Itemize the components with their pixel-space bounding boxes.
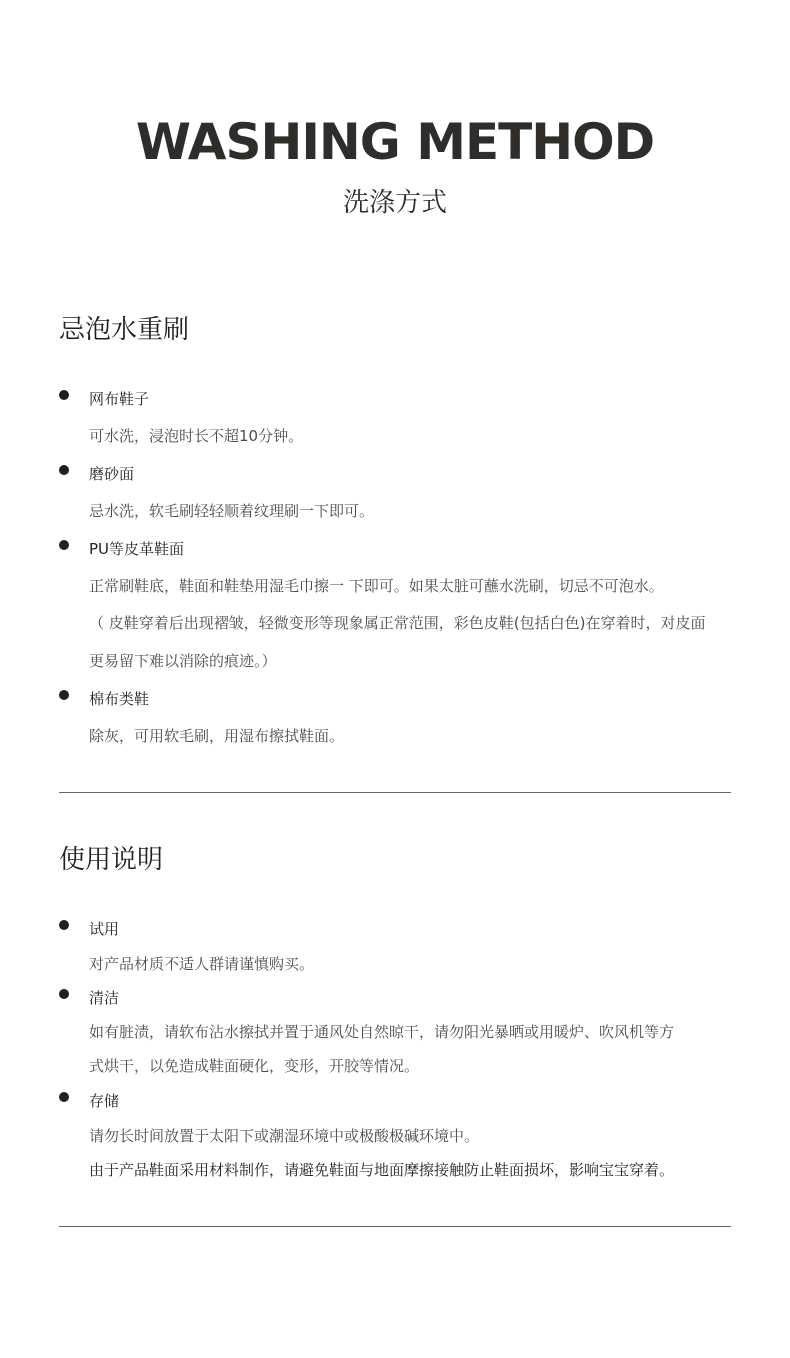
item-title-cleaning: 清洁 [89, 989, 120, 1007]
item-title-mesh-shoes: 网布鞋子 [89, 390, 150, 408]
item-desc-cleaning-1: 如有脏渍，请软布沾水擦拭并置于通风处自然晾干，请勿阳光暴晒或用暖炉、吹风机等方 [89, 1023, 675, 1041]
bullet-icon [59, 1092, 69, 1102]
item-desc-trial: 对产品材质不适人群请谨慎购买。 [89, 955, 315, 973]
bullet-icon [59, 989, 69, 999]
item-title-cotton-shoes: 棉布类鞋 [89, 690, 150, 708]
bullet-icon [59, 540, 69, 550]
bullet-icon [59, 690, 69, 700]
item-desc-mesh-shoes: 可水洗，浸泡时长不超10分钟。 [89, 427, 304, 445]
item-desc-pu-leather-2: （ 皮鞋穿着后出现褶皱，轻微变形等现象属正常范围，彩色皮鞋(包括白色)在穿着时，对皮面 [89, 614, 706, 632]
item-title-storage: 存储 [89, 1092, 120, 1110]
item-desc-cleaning-2: 式烘干，以免造成鞋面硬化，变形，开胶等情况。 [89, 1057, 420, 1075]
item-desc-storage-1: 请勿长时间放置于太阳下或潮湿环境中或极酸极碱环境中。 [89, 1127, 480, 1145]
page-title: WASHING METHOD [135, 113, 655, 171]
item-desc-storage-2: 由于产品鞋面采用材料制作，请避免鞋面与地面摩擦接触防止鞋面损坏，影响宝宝穿着。 [89, 1161, 675, 1179]
bullet-icon [59, 390, 69, 400]
item-desc-pu-leather-1: 正常刷鞋底，鞋面和鞋垫用湿毛巾擦一 下即可。如果太脏可蘸水洗刷，切忌不可泡水。 [89, 577, 664, 595]
bullet-icon [59, 465, 69, 475]
section-title-instructions: 使用说明 [59, 845, 164, 875]
item-desc-suede: 忌水洗，软毛刷轻轻顺着纹理刷一下即可。 [89, 502, 375, 520]
section-title-no-soak: 忌泡水重刷 [59, 315, 190, 345]
item-title-trial: 试用 [89, 920, 120, 938]
item-title-pu-leather: PU等皮革鞋面 [89, 540, 185, 558]
bullet-icon [59, 920, 69, 930]
item-desc-cotton-shoes: 除灰，可用软毛刷，用湿布擦拭鞋面。 [89, 727, 345, 745]
item-desc-pu-leather-3: 更易留下难以消除的痕迹。） [89, 652, 277, 670]
divider [59, 792, 731, 793]
item-title-suede: 磨砂面 [89, 465, 135, 483]
divider [59, 1226, 731, 1227]
page-subtitle: 洗涤方式 [342, 188, 447, 218]
